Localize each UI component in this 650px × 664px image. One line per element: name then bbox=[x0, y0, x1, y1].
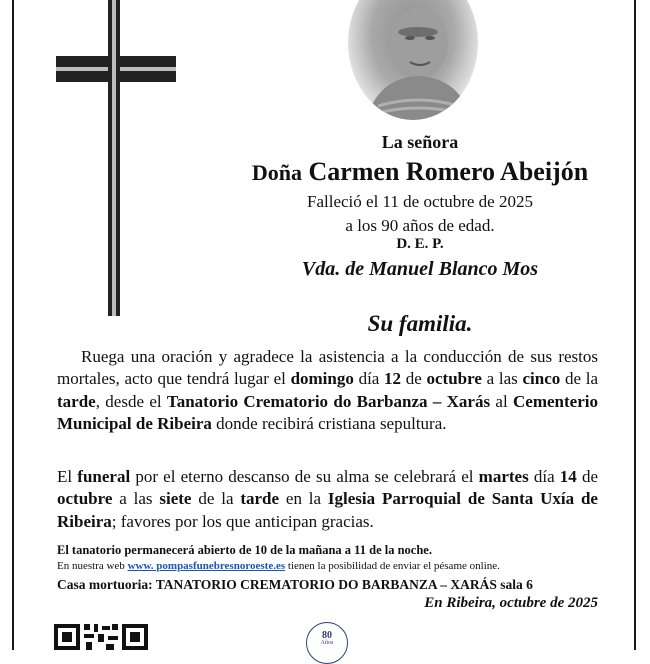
para2-run: por el eterno descanso de su alma se celebrará el bbox=[130, 467, 479, 486]
para1-run: 12 bbox=[384, 369, 402, 389]
para2-run: El bbox=[57, 467, 78, 486]
para2-run: octubre bbox=[57, 489, 113, 509]
para2-run: funeral bbox=[77, 467, 131, 486]
para1-run: cinco bbox=[522, 369, 561, 389]
ceremony-paragraph bbox=[57, 346, 598, 435]
hours-note: El tanatorio permanecerá abierto de 10 de la mañana a 11 de la noche. bbox=[57, 543, 432, 557]
left-border-line bbox=[12, 0, 14, 650]
para2-run: en la bbox=[279, 489, 328, 509]
para2-run: Iglesia Parroquial de Santa Uxía de Ribeira bbox=[57, 489, 598, 531]
para1-run: , desde el bbox=[95, 391, 167, 411]
para1-run: de la bbox=[560, 369, 598, 389]
para2-run: de la bbox=[191, 489, 241, 509]
name-prefix: Doña bbox=[251, 160, 302, 185]
website-link[interactable]: www. pompasfunebresnoroeste.es bbox=[127, 560, 286, 572]
badge-label: Años bbox=[320, 640, 334, 646]
name-full: Carmen Romero Abeijón bbox=[308, 157, 589, 186]
intro-label: La señora bbox=[381, 132, 459, 152]
deceased-name bbox=[200, 157, 640, 187]
para1-run: Cementerio Municipal de Ribeira bbox=[57, 391, 598, 433]
para2-run: martes bbox=[478, 467, 529, 486]
mortuary-line: Casa mortuoria: TANATORIO CREMATORIO DO BARBANZA – XARÁS sala 6 bbox=[57, 577, 533, 592]
widow-line: Vda. de Manuel Blanco Mos bbox=[301, 258, 539, 280]
para2-run: ; favores por los que anticipan gracias. bbox=[111, 511, 374, 531]
para1-run: al bbox=[490, 391, 514, 411]
para1-run: donde recibirá cristiana sepultura. bbox=[211, 413, 447, 433]
para1-run: octubre bbox=[426, 369, 482, 389]
para1-run: domingo bbox=[290, 369, 354, 389]
para1-run: Ruega una oración y agradece la asistencia a la conducción de sus restos mortales, acto que tendrá lugar el bbox=[57, 347, 598, 389]
badge-number: 80 bbox=[322, 630, 332, 641]
para1-run: Tanatorio Crematorio do Barbanza – Xarás bbox=[166, 391, 491, 411]
family-heading: Su familia. bbox=[367, 311, 473, 336]
cross-icon bbox=[56, 0, 176, 316]
death-date: Falleció el 11 de octubre de 2025 bbox=[307, 192, 533, 211]
para2-run: de bbox=[576, 467, 599, 486]
place-date: En Ribeira, octubre de 2025 bbox=[424, 595, 598, 611]
web-note bbox=[57, 560, 500, 572]
para1-run: de bbox=[401, 369, 427, 389]
para2-run: siete bbox=[159, 489, 192, 509]
para1-run: a las bbox=[481, 369, 523, 389]
para1-run: día bbox=[353, 369, 385, 389]
qr-code-icon bbox=[54, 624, 148, 650]
web-note-text: En nuestra web bbox=[57, 560, 128, 572]
rip-line: D. E. P. bbox=[396, 236, 444, 252]
portrait-photo bbox=[348, 0, 478, 120]
para1-run: tarde bbox=[57, 391, 96, 411]
para2-run: a las bbox=[112, 489, 160, 509]
para2-run: día bbox=[528, 467, 560, 486]
funeral-paragraph bbox=[57, 466, 598, 533]
web-note-text-end: tienen la posibilidad de enviar el pésame online. bbox=[285, 560, 500, 572]
age-line: a los 90 años de edad. bbox=[345, 216, 495, 235]
para2-run: 14 bbox=[559, 467, 577, 486]
anniversary-badge bbox=[306, 622, 348, 664]
para2-run: tarde bbox=[240, 489, 280, 509]
right-border-line bbox=[634, 0, 636, 650]
